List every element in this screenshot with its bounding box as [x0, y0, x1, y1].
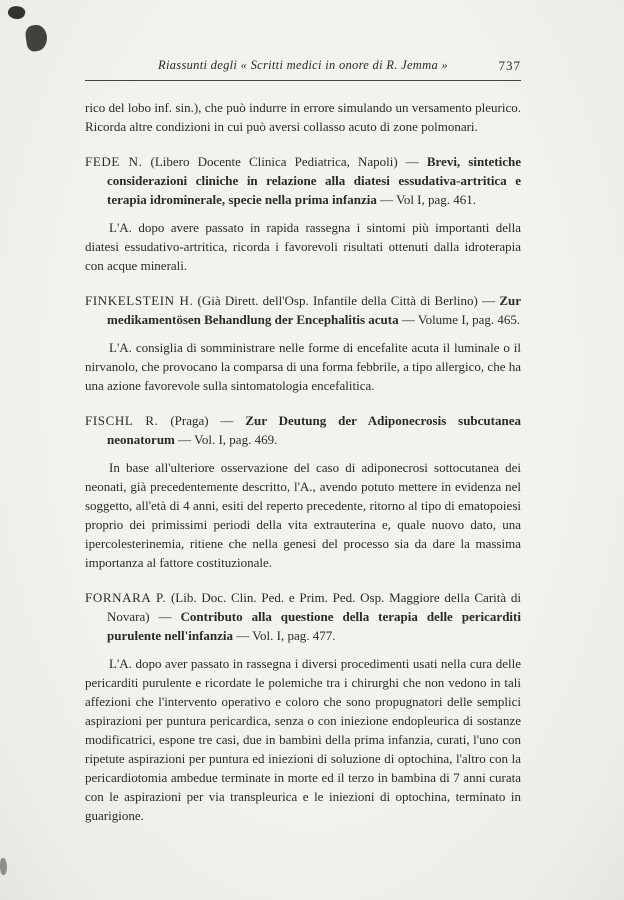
entry-body: L'A. consiglia di somministrare nelle forme di encefalite acuta il luminale o il nirvanolo, che provocano la comparsa di una forma febbrile, a tipo allergico, che ha una azione favorevole sulla sintomatologia encefalitica. [85, 340, 521, 393]
entry-heading [85, 291, 521, 329]
scan-artifact-smudge [7, 4, 27, 21]
entry-author: FISCHL R. [85, 413, 159, 428]
entry-ref: — Volume I, pag. 465. [398, 312, 521, 327]
entry-affiliation: (Lib. Doc. Clin. Ped. e Prim. Ped. Osp. Maggiore della Carità di Novara) — [107, 590, 521, 624]
entry [85, 291, 521, 395]
entry-ref: — Vol. I, pag. 477. [233, 628, 336, 643]
entry-affiliation: (Libero Docente Clinica Pediatrica, Napoli) — [142, 154, 427, 169]
entry-body: In base all'ulteriore osservazione del caso di adiponecrosi sottocutanea dei neonati, già precedentemente descritto, l'A., avendo potuto mettere in evidenza nel soggetto, all'età di 4 anni, esiti del reperto precedente, ritorno al tipo di ematopoiesi proprio dei primissimi periodi della vita extrauterina e, quale nuovo dato, una ipercolesterinemia, ritiene che nella genesi del processo sia da dare la massima importanza al fattore costituzionale. [85, 460, 521, 570]
scan-artifact-smudge [24, 24, 48, 53]
page-number: 737 [498, 58, 521, 73]
entry-affiliation: (Praga) — [158, 413, 246, 428]
entry [85, 588, 521, 825]
entry-author: FINKELSTEIN H. [85, 293, 194, 308]
entry-title: Contributo alla questione della terapia delle pericarditi purulente nell'infanzia [107, 609, 521, 643]
entry [85, 411, 521, 572]
entry-heading [85, 152, 521, 209]
entry [85, 152, 521, 275]
entry-author: FORNARA P. [85, 590, 167, 605]
header-rule [85, 80, 521, 81]
entry-title: Brevi, sintetiche considerazioni cliniche in relazione alla diatesi essudativa-artritica e terapia idrominerale, specie nella prima infanzia [107, 154, 521, 207]
entry-ref: — Vol. I, pag. 469. [174, 432, 278, 447]
page-header [85, 58, 521, 76]
entry-author: FEDE N. [85, 154, 143, 169]
entry-body: L'A. dopo aver passato in rassegna i diversi procedimenti usati nella cura delle pericarditi purulente e ricordate le polemiche tra i chirurghi che non vedono in tali affezioni che l'intervento operativo e coloro che sono propugnatori delle semplici aspirazioni per puntura pericardica, senza o con iniezione endopleurica di sostanze modificatrici, espone tre casi, due in bambini della prima infanzia, curati, l'uno con ripetute aspirazioni per puntura ed iniezioni di soluzione di optochina, l'altro con la pericardiotomia ambedue terminate in morte ed il terzo in bambina di 7 anni curata con le aspirazioni per via transpleurica e le iniezioni di optochina, terminato in guarigione. [85, 656, 521, 823]
entry-ref: — Vol I, pag. 461. [376, 192, 477, 207]
entry-heading [85, 411, 521, 449]
text-block [85, 58, 521, 825]
entry-title: Zur medikamentösen Behandlung der Encephalitis acuta [107, 293, 522, 327]
scan-artifact-smudge [0, 858, 7, 875]
continuation-paragraph: rico del lobo inf. sin.), che può indurre in errore simulando un versamento pleurico. Ricorda altre condizioni in cui può aversi collasso acuto di zone polmonari. [85, 100, 521, 134]
entry-heading [85, 588, 521, 645]
running-title: Riassunti degli « Scritti medici in onore di R. Jemma » [158, 58, 448, 72]
entry-affiliation: (Già Dirett. dell'Osp. Infantile della Città di Berlino) — [193, 293, 500, 308]
entry-title: Zur Deutung der Adiponecrosis subcutanea neonatorum [107, 413, 521, 447]
entry-body: L'A. dopo avere passato in rapida rassegna i sintomi più importanti della diatesi essudativo-artritica, ricorda i favorevoli risultati ottenuti dalla idroterapia con acque minerali. [85, 220, 521, 273]
